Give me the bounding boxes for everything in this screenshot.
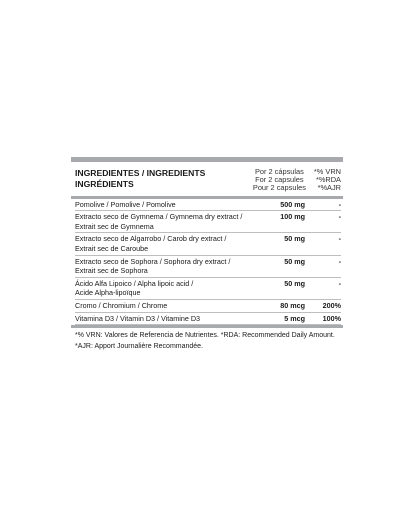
- table-body: [71, 199, 343, 326]
- ingredient-percent: -: [338, 212, 341, 222]
- ingredient-amount: 50 mg: [284, 278, 305, 288]
- ingredient-name: [75, 200, 269, 210]
- ingredient-name: [75, 212, 269, 231]
- header-pct-line3: *%AJR: [317, 183, 341, 193]
- ingredient-name-line: Extracto seco de Sophora / Sophora dry extract /: [75, 256, 231, 266]
- header-pct-line1: *% VRN: [313, 167, 341, 176]
- table-row: [75, 233, 341, 255]
- header-amount-line2: For 2 capsules: [255, 175, 304, 185]
- ingredient-name-line: Vitamina D3 / Vitamin D3 / Vitamine D3: [75, 313, 201, 323]
- ingredient-percent: -: [338, 256, 341, 266]
- table-row: [75, 313, 341, 326]
- ingredient-name-line: Extrait sec de Sophora: [75, 266, 148, 276]
- table-row: [75, 211, 341, 233]
- ingredient-name-line: Pomolive / Pomolive / Pomolive: [75, 199, 176, 209]
- ingredient-percent: 100%: [322, 313, 341, 323]
- header-amount: [253, 168, 306, 193]
- nutrition-table: [71, 157, 343, 352]
- table-row: [75, 199, 341, 212]
- ingredient-name-line: Extrait sec de Gymnema: [75, 221, 154, 231]
- header-amount-line1: Por 2 cápsulas: [254, 167, 304, 176]
- ingredient-percent: -: [338, 234, 341, 244]
- ingredient-name: [75, 234, 269, 253]
- ingredient-name-line: Ácido Alfa Lipoico / Alpha lipoic acid /: [75, 278, 194, 288]
- footnotes: [71, 328, 343, 352]
- ingredient-name-line: Acide Alpha-lipoïque: [75, 288, 141, 298]
- ingredient-percent: 200%: [322, 300, 341, 310]
- header-columns: [253, 168, 341, 193]
- ingredient-amount: 100 mg: [280, 212, 305, 222]
- header-pct-line2: *%RDA: [315, 175, 341, 185]
- header-title-line1: INGREDIENTES / INGREDIENTS: [75, 168, 206, 178]
- ingredient-name: [75, 314, 269, 324]
- ingredient-name: [75, 301, 269, 311]
- table-row: [75, 278, 341, 300]
- footnote-2: *AJR: Apport Journalière Recommandée.: [75, 343, 204, 351]
- ingredient-name-line: Cromo / Chromium / Chrome: [75, 300, 168, 310]
- ingredient-percent: -: [338, 199, 341, 209]
- ingredient-name-line: Extracto seco de Algarrobo / Carob dry extract /: [75, 234, 227, 244]
- ingredient-percent: -: [338, 278, 341, 288]
- table-row: [75, 300, 341, 313]
- ingredient-amount: 5 mcg: [284, 313, 305, 323]
- ingredient-name: [75, 279, 269, 298]
- ingredient-name-line: Extrait sec de Caroube: [75, 243, 149, 253]
- ingredient-name: [75, 257, 269, 276]
- header-title-line2: INGRÉDIENTS: [75, 178, 134, 189]
- ingredient-amount: 50 mg: [284, 256, 305, 266]
- table-header: [71, 162, 343, 199]
- footnote-1: *% VRN: Valores de Referencia de Nutrientes. *RDA: Recommended Daily Amount.: [75, 332, 335, 340]
- ingredient-name-line: Extracto seco de Gymnema / Gymnema dry extract /: [75, 212, 243, 222]
- header-title: [75, 168, 205, 193]
- table-row: [75, 256, 341, 278]
- ingredient-amount: 500 mg: [280, 199, 305, 209]
- ingredient-amount: 80 mcg: [280, 300, 305, 310]
- header-amount-line3: Pour 2 capsules: [252, 183, 306, 193]
- header-percent: [314, 168, 341, 193]
- ingredient-amount: 50 mg: [284, 234, 305, 244]
